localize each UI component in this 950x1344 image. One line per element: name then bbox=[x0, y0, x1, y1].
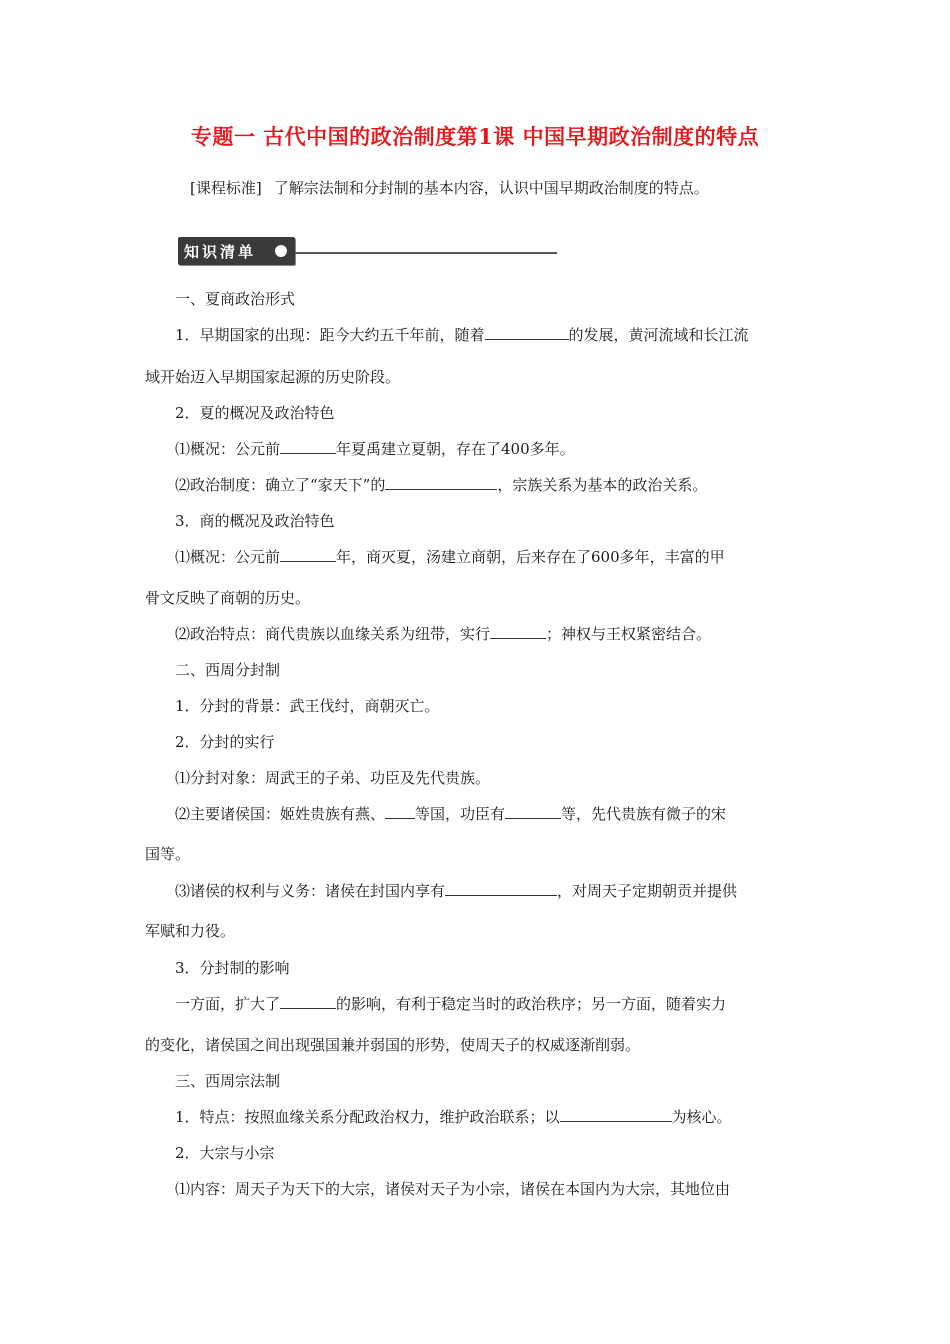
list-item: ⑵政治制度：确立了“家天下”的 ，宗族关系为基本的政治关系。 bbox=[175, 476, 708, 494]
section-divider bbox=[295, 252, 557, 254]
section-tag-label: 知识清单 bbox=[184, 243, 257, 261]
heading-fenfeng: 二、西周分封制 bbox=[175, 661, 281, 679]
heading-xia-shang: 一、夏商政治形式 bbox=[175, 290, 296, 308]
list-item-continued: 国等。 bbox=[145, 845, 191, 863]
list-item-continued: 骨文反映了商朝的历史。 bbox=[145, 589, 311, 607]
fill-blank bbox=[485, 325, 569, 340]
subheading: 2．夏的概况及政治特色 bbox=[175, 404, 335, 422]
list-item: ⑵政治特点：商代贵族以血缘关系为纽带，实行 ；神权与王权紧密结合。 bbox=[175, 625, 712, 643]
list-item: ⑵主要诸侯国：姬姓贵族有燕、 等国，功臣有 等，先代贵族有微子的宋 bbox=[175, 805, 727, 823]
list-item: 1．早期国家的出现：距今大约五千年前，随着 的发展，黄河流域和长江流 bbox=[175, 326, 749, 344]
fill-blank bbox=[385, 475, 497, 490]
list-item: ⑴内容：周天子为天下的大宗，诸侯对天子为小宗，诸侯在本国内为大宗，其地位由 bbox=[175, 1180, 731, 1198]
course-standard bbox=[190, 177, 709, 198]
section-header bbox=[175, 237, 560, 267]
list-item: ⑶诸侯的权利与义务：诸侯在封国内享有 ，对周天子定期朝贡并提供 bbox=[175, 882, 738, 900]
section-tag bbox=[178, 237, 295, 265]
list-item: ⑴概况：公元前 年夏禹建立夏朝，存在了400多年。 bbox=[175, 440, 575, 458]
fill-blank bbox=[280, 547, 336, 562]
paragraph-continued: 的变化，诸侯国之间出现强国兼并弱国的形势，使周天子的权威逐渐削弱。 bbox=[145, 1036, 641, 1054]
fill-blank bbox=[280, 439, 336, 454]
list-item: 1．特点：按照血缘关系分配政治权力，维护政治联系；以 为核心。 bbox=[175, 1108, 732, 1126]
heading-zongfa: 三、西周宗法制 bbox=[175, 1072, 281, 1090]
subheading: 2．分封的实行 bbox=[175, 733, 275, 751]
subheading: 2．大宗与小宗 bbox=[175, 1144, 275, 1162]
list-item-continued: 军赋和力役。 bbox=[145, 922, 236, 940]
course-standard-text: 了解宗法制和分封制的基本内容，认识中国早期政治制度的特点。 bbox=[273, 179, 709, 197]
subheading: 3．商的概况及政治特色 bbox=[175, 512, 335, 530]
list-item-continued: 域开始迈入早期国家起源的历史阶段。 bbox=[145, 368, 401, 386]
fill-blank bbox=[445, 881, 557, 896]
course-standard-label: [课程标准] bbox=[190, 179, 262, 197]
fill-blank bbox=[560, 1107, 672, 1122]
paragraph: 一方面，扩大了 的影响，有利于稳定当时的政治秩序；另一方面，随着实力 bbox=[175, 995, 727, 1013]
list-item: 1．分封的背景：武王伐纣，商朝灭亡。 bbox=[175, 697, 440, 715]
fill-blank bbox=[505, 804, 561, 819]
list-item: ⑴概况：公元前 年，商灭夏，汤建立商朝，后来存在了600多年，丰富的甲 bbox=[175, 548, 725, 566]
subheading: 3．分封制的影响 bbox=[175, 959, 290, 977]
list-item: ⑴分封对象：周武王的子弟、功臣及先代贵族。 bbox=[175, 769, 491, 787]
fill-blank bbox=[280, 994, 336, 1009]
fill-blank bbox=[385, 804, 415, 819]
page-title: 专题一 古代中国的政治制度第1课 中国早期政治制度的特点 bbox=[190, 124, 760, 149]
fill-blank bbox=[490, 624, 546, 639]
bullet-dot-icon bbox=[275, 245, 287, 257]
